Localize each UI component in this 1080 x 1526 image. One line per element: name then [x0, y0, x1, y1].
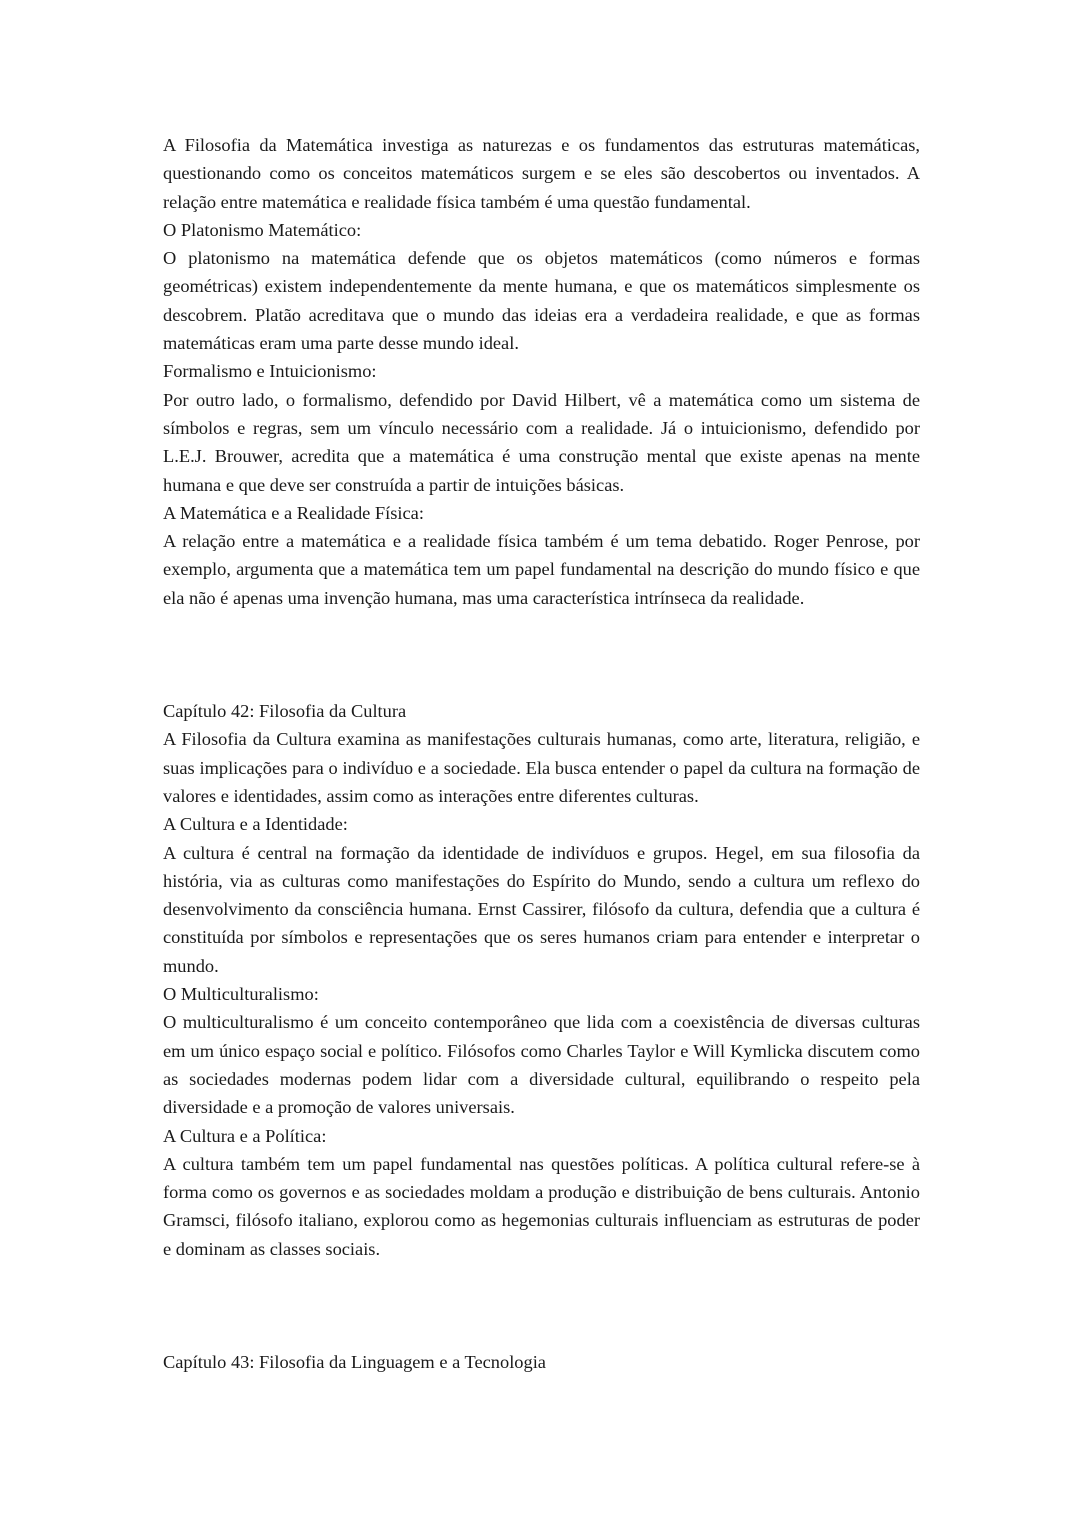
- section-text-cultura-politica: A cultura também tem um papel fundamental nas questões políticas. A política cultural refere-se à forma como os governos e as sociedades moldam a produção e distribuição de bens culturais. Antonio Gramsci, filósofo italiano, explorou como as hegemonias culturais influenciam as estruturas de poder e dominam as classes sociais.: [163, 1153, 920, 1259]
- section-text-multiculturalismo: O multiculturalismo é um conceito contemporâneo que lida com a coexistência de diversas culturas em um único espaço social e político. Filósofos como Charles Taylor e Will Kymlicka discutem como as sociedades modernas podem lidar com a diversidade cultural, equilibrando o respeito pela diversidade e a promoção de valores universais.: [163, 1012, 920, 1118]
- section-heading-cultura-politica: A Cultura e a Política:: [163, 1125, 327, 1146]
- chapter-42-title: Capítulo 42: Filosofia da Cultura: [163, 701, 407, 722]
- intro-paragraph: A Filosofia da Matemática investiga as naturezas e os fundamentos das estruturas matemáticas, questionando como os conceitos matemáticos surgem e se eles são descobertos ou inventados. A relação entre matemática e realidade física também é uma questão fundamental.: [163, 135, 920, 212]
- section-text-platonismo: O platonismo na matemática defende que os objetos matemáticos (como números e formas geométricas) existem independentemente da mente humana, e que os matemáticos simplesmente os descobrem. Platão acreditava que o mundo das ideias era a verdadeira realidade, e que as formas matemáticas eram uma parte desse mundo ideal.: [163, 248, 920, 354]
- section-text-cultura-identidade: A cultura é central na formação da identidade de indivíduos e grupos. Hegel, em sua filosofia da história, via as culturas como manifestações do Espírito do Mundo, sendo a cultura um reflexo do desenvolvimento da consciência humana. Ernst Cassirer, filósofo da cultura, defendia que a cultura é constituída por símbolos e representações que os seres humanos criam para entender e interpretar o mundo.: [163, 842, 920, 976]
- section-text-realidade-fisica: A relação entre a matemática e a realidade física também é um tema debatido. Roger Penrose, por exemplo, argumenta que a matemática tem um papel fundamental na descrição do mundo físico e que ela não é apenas uma invenção humana, mas uma característica intrínseca da realidade.: [163, 531, 920, 608]
- section-heading-realidade-fisica: A Matemática e a Realidade Física:: [163, 502, 424, 523]
- chapter-42-intro: A Filosofia da Cultura examina as manifestações culturais humanas, como arte, literatura, religião, e suas implicações para o indivíduo e a sociedade. Ela busca entender o papel da cultura na formação de valores e identidades, assim como as interações entre diferentes culturas.: [163, 729, 920, 806]
- section-heading-cultura-identidade: A Cultura e a Identidade:: [163, 814, 348, 835]
- section-heading-platonismo: O Platonismo Matemático:: [163, 219, 362, 240]
- document-body: [163, 131, 920, 1376]
- section-heading-formalismo: Formalismo e Intuicionismo:: [163, 361, 377, 382]
- section-heading-multiculturalismo: O Multiculturalismo:: [163, 984, 319, 1005]
- chapter-spacer: [163, 1263, 920, 1348]
- section-text-formalismo: Por outro lado, o formalismo, defendido por David Hilbert, vê a matemática como um sistema de símbolos e regras, sem um vínculo necessário com a realidade. Já o intuicionismo, defendido por L.E.J. Brouwer, acredita que a matemática é uma construção mental que existe apenas na mente humana e que deve ser construída a partir de intuições básicas.: [163, 389, 920, 495]
- chapter-spacer: [163, 612, 920, 697]
- chapter-43-title: Capítulo 43: Filosofia da Linguagem e a Tecnologia: [163, 1351, 546, 1372]
